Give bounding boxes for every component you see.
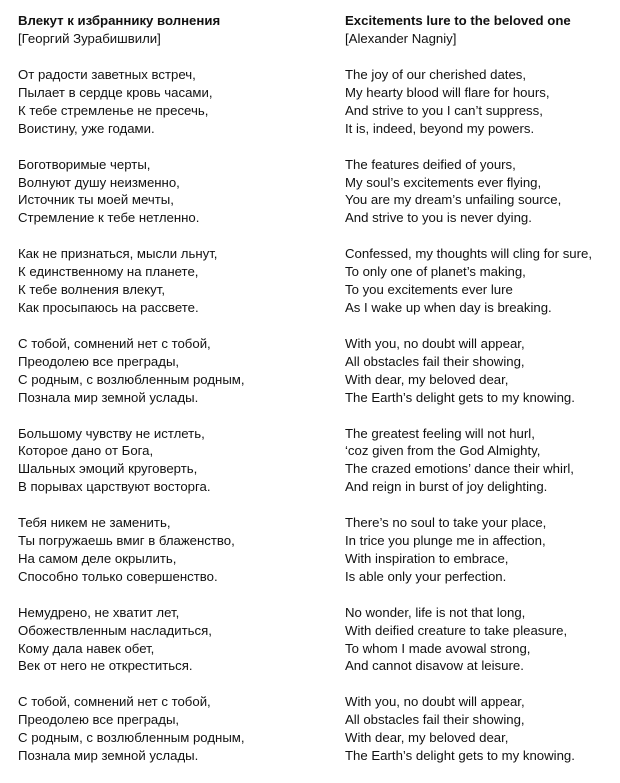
stanza bbox=[345, 604, 615, 676]
poem-line: With dear, my beloved dear, bbox=[345, 371, 509, 387]
poem-line: All obstacles fail their showing, bbox=[345, 712, 525, 728]
poem-line: Боготворимые черты, bbox=[18, 156, 151, 172]
stanza bbox=[345, 156, 615, 228]
poem-line: Шальных эмоций круговерть, bbox=[18, 461, 198, 477]
poem-line: С тобой, сомнений нет с тобой, bbox=[18, 335, 211, 351]
original-poem-column bbox=[18, 12, 318, 783]
poem-line: С родным, с возлюбленным родным, bbox=[18, 371, 245, 387]
poem-line: От радости заветных встреч, bbox=[18, 67, 196, 82]
poem-line: The Earth’s delight gets to my knowing. bbox=[345, 748, 575, 764]
poem-line: As I wake up when day is breaking. bbox=[345, 299, 552, 315]
poem-line: Воистину, уже годами. bbox=[18, 120, 155, 136]
poem-line: And cannot disavow at leisure. bbox=[345, 658, 524, 674]
poem-line: Которое дано от Бога, bbox=[18, 443, 154, 459]
poem-line: With you, no doubt will appear, bbox=[345, 335, 525, 351]
poem-line: Познала мир земной услады. bbox=[18, 389, 199, 405]
poem-line: Способно только совершенство. bbox=[18, 568, 218, 584]
poem-line: My hearty blood will flare for hours, bbox=[345, 84, 550, 100]
poem-line: No wonder, life is not that long, bbox=[345, 604, 526, 620]
poem-line: You are my dream’s unfailing source, bbox=[345, 192, 562, 208]
poem-line: С родным, с возлюбленным родным, bbox=[18, 730, 245, 746]
poem-line: In trice you plunge me in affection, bbox=[345, 533, 546, 549]
poem-line: Познала мир земной услады. bbox=[18, 748, 199, 764]
poem-line: Confessed, my thoughts will cling for sure, bbox=[345, 246, 593, 262]
poem-line: Источник ты моей мечты, bbox=[18, 192, 174, 208]
poem-line: Волнуют душу неизменно, bbox=[18, 174, 180, 190]
poem-line: Преодолею все преграды, bbox=[18, 353, 180, 369]
poem-line: With inspiration to embrace, bbox=[345, 550, 509, 566]
poem-line: To only one of planet’s making, bbox=[345, 264, 526, 280]
stanza bbox=[18, 66, 318, 138]
translation-poem-title: Excitements lure to the beloved one bbox=[345, 13, 571, 28]
translation-poem-author: [Alexander Nagniy] bbox=[345, 31, 457, 46]
poem-line: Как не признаться, мысли льнут, bbox=[18, 246, 218, 262]
poem-line: Как просыпаюсь на рассвете. bbox=[18, 299, 199, 315]
poem-line: To whom I made avowal strong, bbox=[345, 640, 531, 656]
poem-line: Кому дала навек обет, bbox=[18, 640, 155, 656]
stanza bbox=[345, 514, 615, 586]
stanza bbox=[345, 425, 615, 497]
original-poem-title: Влекут к избраннику волнения bbox=[18, 13, 221, 28]
stanza bbox=[18, 335, 318, 407]
original-poem-stanzas bbox=[18, 66, 318, 765]
poem-line: К тебе стремленье не пресечь, bbox=[18, 102, 209, 118]
poem-line: С тобой, сомнений нет с тобой, bbox=[18, 694, 211, 710]
poem-line: The crazed emotions’ dance their whirl, bbox=[345, 461, 574, 477]
stanza bbox=[18, 156, 318, 228]
poem-line: And reign in burst of joy delighting. bbox=[345, 479, 548, 495]
poem-line: And strive to you is never dying. bbox=[345, 210, 532, 226]
poem-line: All obstacles fail their showing, bbox=[345, 353, 525, 369]
poem-line: Век от него не откреститься. bbox=[18, 658, 193, 674]
translation-poem-column bbox=[345, 12, 615, 783]
poem-line: Большому чувству не истлеть, bbox=[18, 425, 205, 441]
poem-line: The features deified of yours, bbox=[345, 156, 516, 172]
poem-line: Пылает в сердце кровь часами, bbox=[18, 84, 213, 100]
stanza bbox=[345, 66, 615, 138]
poem-line: With deified creature to take pleasure, bbox=[345, 622, 568, 638]
poem-line: К единственному на планете, bbox=[18, 264, 199, 280]
poem-line: And strive to you I can’t suppress, bbox=[345, 102, 543, 118]
stanza bbox=[345, 245, 615, 317]
poem-line: Преодолею все преграды, bbox=[18, 712, 180, 728]
original-poem-author: [Георгий Зурабишвили] bbox=[18, 31, 161, 46]
poem-line: The greatest feeling will not hurl, bbox=[345, 425, 535, 441]
poem-line: ‘coz given from the God Almighty, bbox=[345, 443, 541, 459]
stanza bbox=[345, 693, 615, 765]
poem-line: With dear, my beloved dear, bbox=[345, 730, 509, 746]
stanza bbox=[18, 604, 318, 676]
poem-line: Стремление к тебе нетленно. bbox=[18, 210, 200, 226]
stanza bbox=[18, 514, 318, 586]
poem-line: There’s no soul to take your place, bbox=[345, 515, 547, 531]
poem-line: Ты погружаешь вмиг в блаженство, bbox=[18, 533, 235, 549]
poem-line: На самом деле окрылить, bbox=[18, 550, 177, 566]
translation-poem-stanzas bbox=[345, 66, 615, 765]
poem-line: Тебя никем не заменить, bbox=[18, 515, 171, 531]
poem-line: Обожествленным насладиться, bbox=[18, 622, 212, 638]
stanza bbox=[18, 425, 318, 497]
poem-line: To you excitements ever lure bbox=[345, 282, 513, 298]
poem-line: К тебе волнения влекут, bbox=[18, 282, 165, 298]
poem-line: The Earth’s delight gets to my knowing. bbox=[345, 389, 575, 405]
poem-line: The joy of our cherished dates, bbox=[345, 67, 527, 82]
poem-line: With you, no doubt will appear, bbox=[345, 694, 525, 710]
poem-line: В порывах царствуют восторга. bbox=[18, 479, 211, 495]
stanza bbox=[345, 335, 615, 407]
poem-line: It is, indeed, beyond my powers. bbox=[345, 120, 535, 136]
poem-line: Is able only your perfection. bbox=[345, 568, 507, 584]
stanza bbox=[18, 693, 318, 765]
poem-line: My soul’s excitements ever flying, bbox=[345, 174, 542, 190]
poem-line: Немудрено, не хватит лет, bbox=[18, 604, 180, 620]
stanza bbox=[18, 245, 318, 317]
